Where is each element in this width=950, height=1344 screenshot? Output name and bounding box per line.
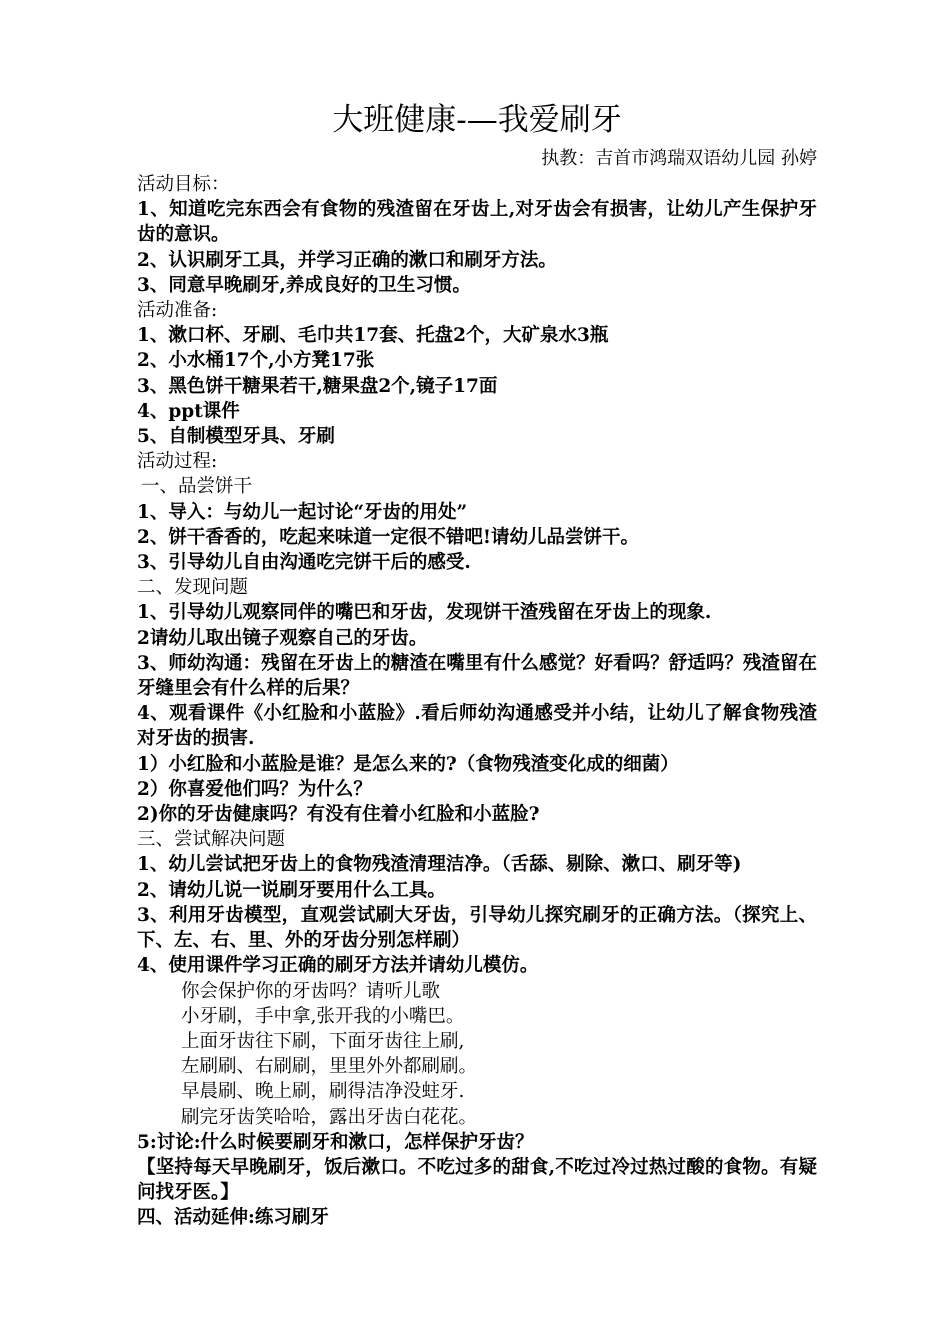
section3-item: 1、幼儿尝试把牙齿上的食物残渣清理洁净。（舌舔、剔除、漱口、刷牙等) — [137, 854, 742, 876]
preparation-item: 1、漱口杯、牙刷、毛巾共17套、托盘2个，大矿泉水3瓶 — [137, 325, 609, 347]
poem-line: 你会保护你的牙齿吗？请听儿歌 — [181, 980, 441, 1002]
section3-item: 4、使用课件学习正确的刷牙方法并请幼儿模仿。 — [137, 955, 539, 977]
section3-item: 2、请幼儿说一说刷牙要用什么工具。 — [137, 879, 446, 901]
discussion-item: 5:讨论:什么时候要刷牙和漱口，怎样保护牙齿？ — [137, 1131, 534, 1153]
section2-item: 2）你喜爱他们吗？为什么？ — [137, 778, 372, 800]
section3-heading: 三、尝试解决问题 — [137, 829, 286, 851]
process-heading: 活动过程: — [137, 451, 218, 473]
poem-line: 上面牙齿往下刷，下面牙齿往上刷, — [181, 1030, 465, 1052]
document-title: 大班健康-—我爱刷牙 — [332, 102, 622, 138]
poem-line: 小牙刷，手中拿,张开我的小嘴巴。 — [181, 1005, 465, 1027]
section1-item: 3、引导幼儿自由沟通吃完饼干后的感受. — [137, 552, 471, 574]
section2-item: 2)你的牙齿健康吗？有没有住着小红脸和小蓝脸? — [137, 804, 540, 826]
preparation-heading: 活动准备: — [137, 300, 218, 322]
section2-heading: 二、发现问题 — [137, 577, 249, 599]
summary-note: 【坚持每天早晚刷牙，饭后漱口。不吃过多的甜食,不吃过冷过热过酸的食物。有疑问找牙医。】 — [137, 1156, 817, 1204]
preparation-item: 4、ppt课件 — [137, 400, 240, 422]
section2-item: 2请幼儿取出镜子观察自己的牙齿。 — [137, 627, 428, 649]
section3-item: 3、利用牙齿模型，直观尝试刷大牙齿，引导幼儿探究刷牙的正确方法。（探究上、下、左、右、里、外的牙齿分别怎样刷） — [137, 904, 817, 952]
author-byline: 执教：吉首市鸿瑞双语幼儿园 孙婷 — [541, 148, 817, 169]
section1-item: 1、导入：与幼儿一起讨论“牙齿的用处” — [137, 501, 468, 523]
section4-heading: 四、活动延伸:练习刷牙 — [137, 1207, 329, 1229]
poem-line: 左刷刷、右刷刷，里里外外都刷刷。 — [181, 1056, 478, 1078]
preparation-item: 5、自制模型牙具、牙刷 — [137, 426, 335, 448]
document-page — [137, 100, 817, 1231]
preparation-item: 2、小水桶17个,小方凳17张 — [137, 350, 375, 372]
preparation-item: 3、黑色饼干糖果若干,糖果盘2个,镜子17面 — [137, 375, 498, 397]
section2-item: 1）小红脸和小蓝脸是谁？是怎么来的?（食物残渣变化成的细菌） — [137, 753, 679, 775]
poem-line: 早晨刷、晚上刷，刷得洁净没蛀牙. — [181, 1081, 465, 1103]
section2-item: 4、观看课件《小红脸和小蓝脸》.看后师幼沟通感受并小结，让幼儿了解食物残渣对牙齿的损害. — [137, 703, 817, 750]
section1-heading: 一、品尝饼干 — [141, 476, 253, 498]
objective-item: 1、知道吃完东西会有食物的残渣留在牙齿上,对牙齿会有损害，让幼儿产生保护牙齿的意识。 — [137, 199, 817, 246]
section1-item: 2、饼干香香的，吃起来味道一定很不错吧!请幼儿品尝饼干。 — [137, 526, 639, 548]
section2-item: 1、引导幼儿观察同伴的嘴巴和牙齿，发现饼干渣残留在牙齿上的现象. — [137, 602, 712, 624]
objective-item: 3、同意早晚刷牙,养成良好的卫生习惯。 — [137, 274, 471, 296]
objective-item: 2、认识刷牙工具，并学习正确的漱口和刷牙方法。 — [137, 249, 557, 271]
section2-item: 3、师幼沟通：残留在牙齿上的糖渣在嘴里有什么感觉？好看吗？舒适吗？残渣留在牙缝里会有什么样的后果？ — [137, 652, 817, 700]
objectives-heading: 活动目标： — [137, 174, 230, 195]
poem-line: 刷完牙齿笑哈哈，露出牙齿白花花。 — [181, 1106, 478, 1128]
